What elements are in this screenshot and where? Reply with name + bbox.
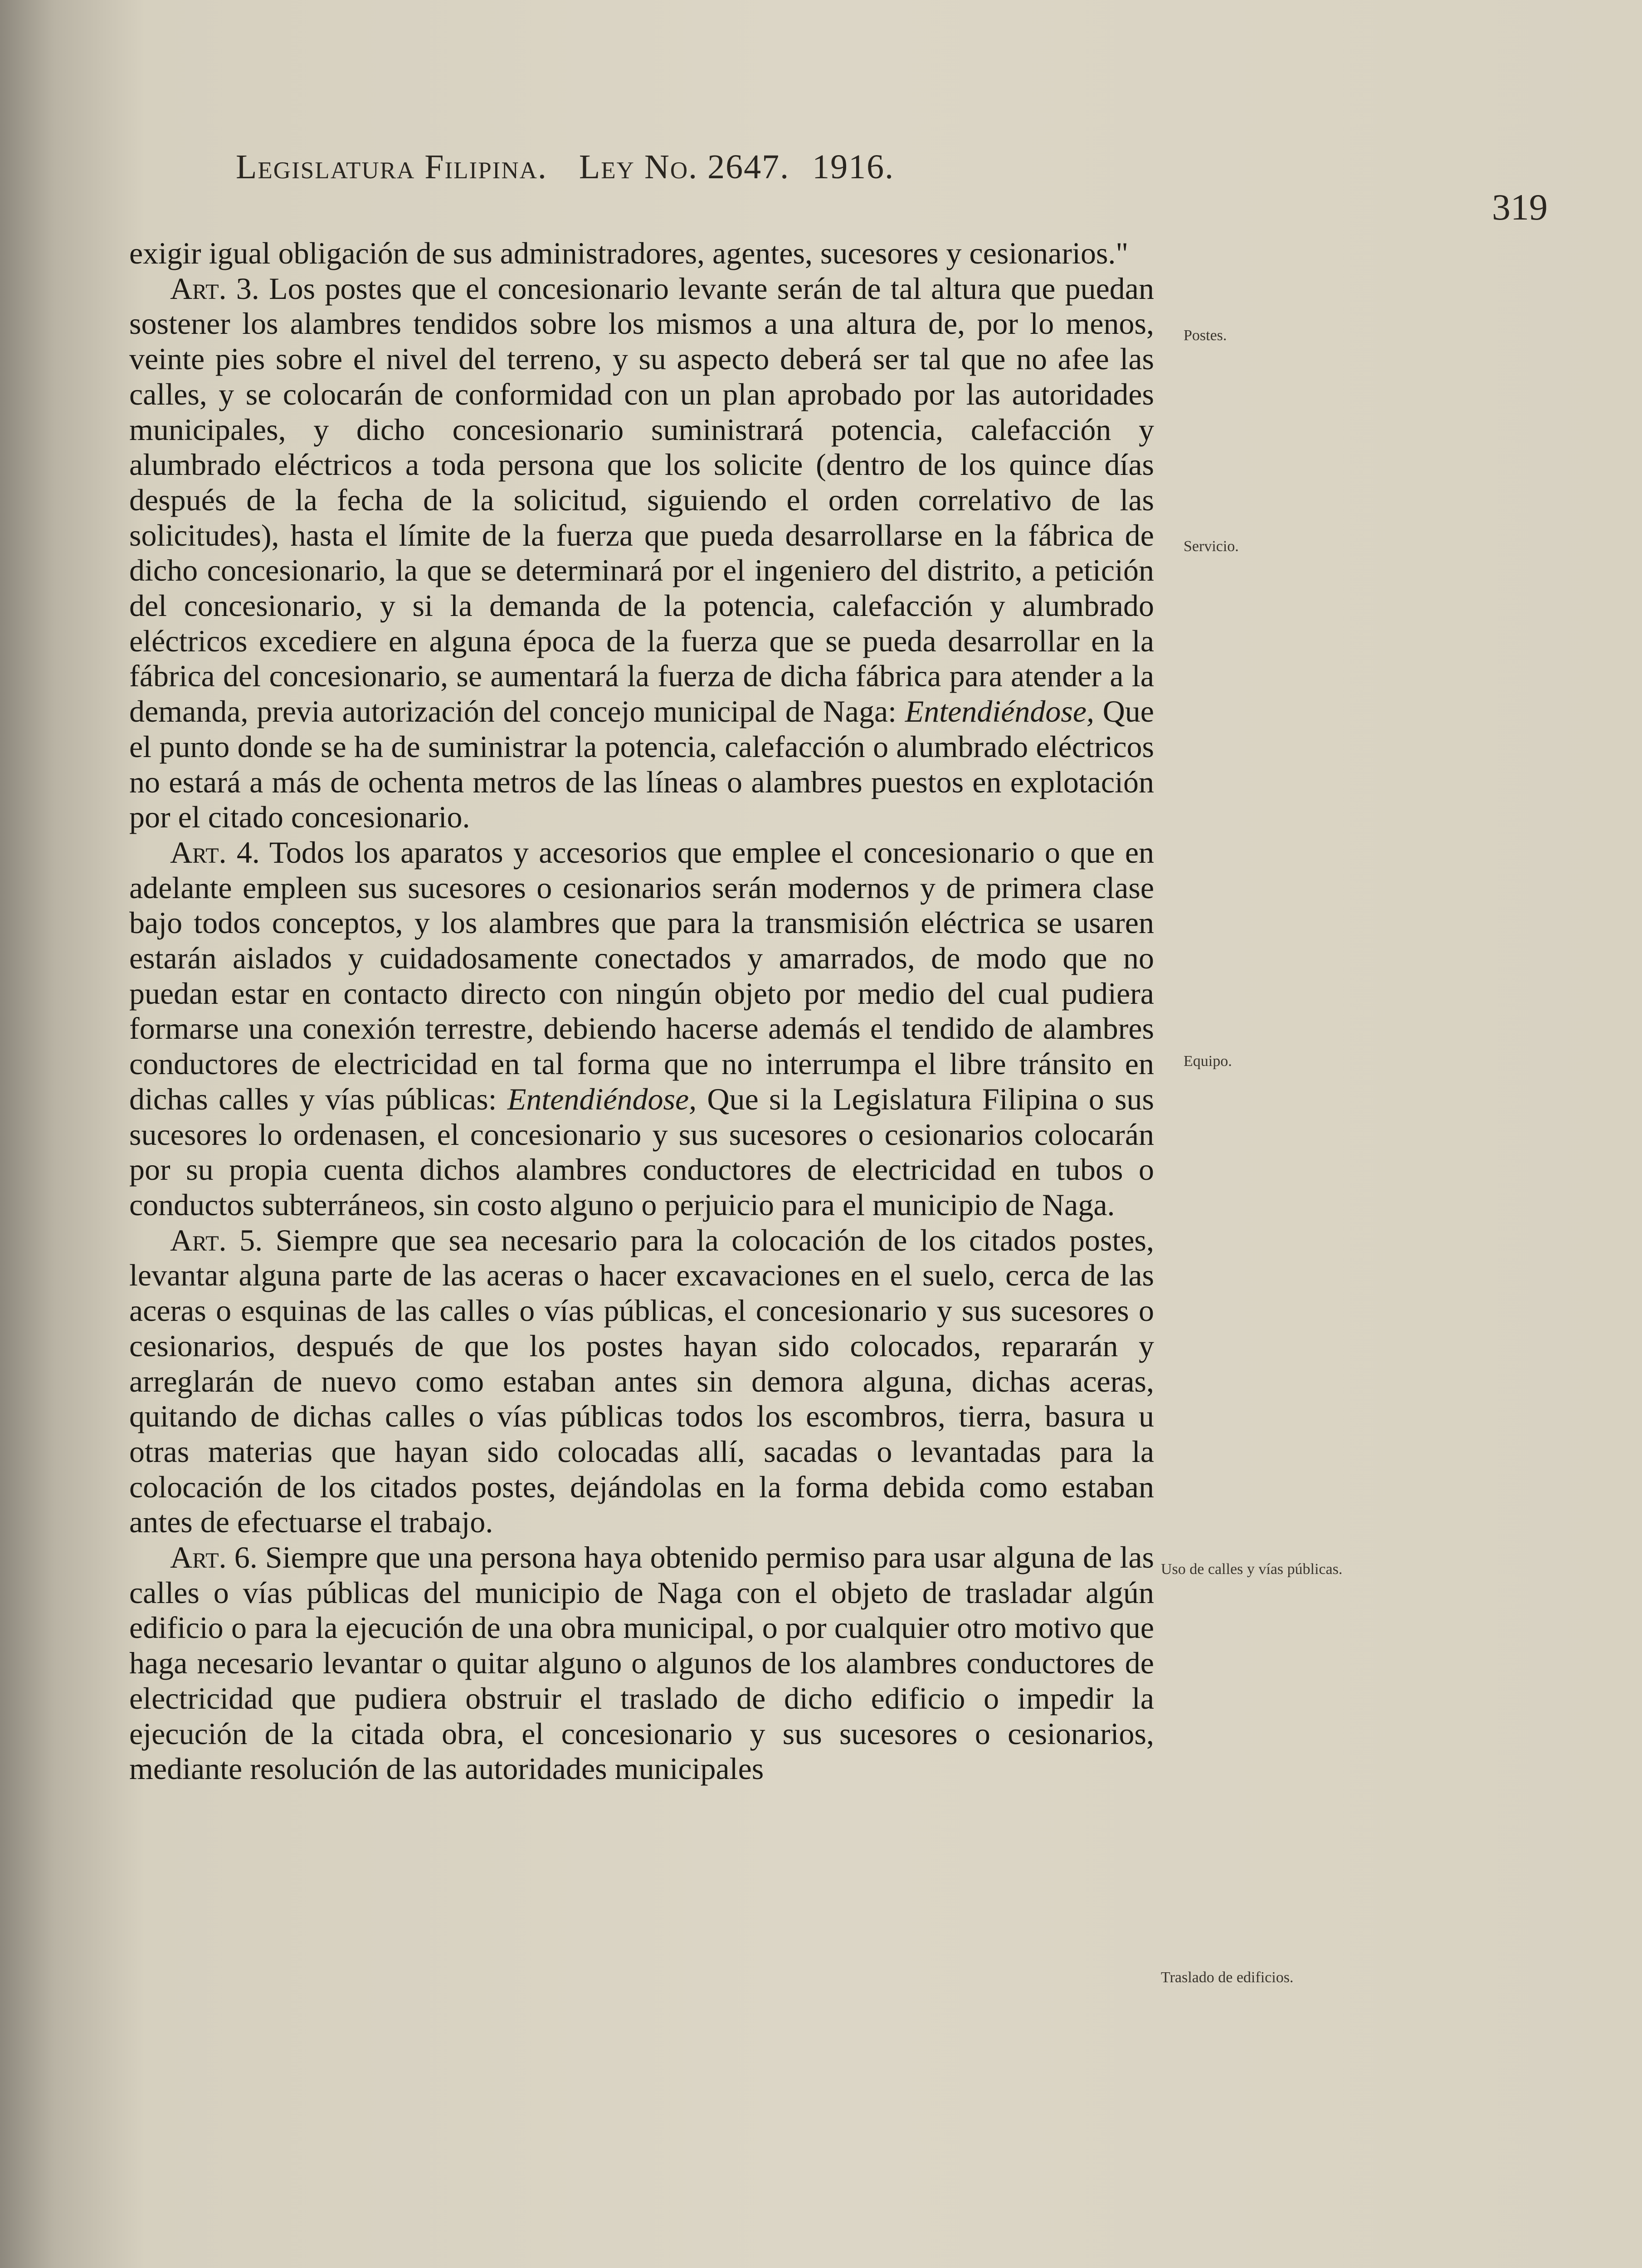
margin-note-servicio: Servicio. bbox=[1184, 538, 1239, 555]
article-label: Art. 3. bbox=[170, 271, 259, 306]
article-text: Todos los aparatos y accesorios que emplee el concesionario o que en adelante empleen sus sucesores o cesionarios serán modernos y de primera clase bajo todos conceptos, y los alambres que para la transmisión eléctrica se usaren estarán aislados y cuidadosamente conectados y amarrados, de modo que no puedan estar en contacto directo con ningún objeto por medio del cual pudiera formarse una conexión terrestre, debiendo hacerse además el tendido de alambres conductores de electricidad en tal forma que no interrumpa el libre tránsito en dichas calles y vías públicas: bbox=[129, 835, 1155, 1116]
law-year: 1916. bbox=[812, 148, 895, 186]
article-5 bbox=[129, 1223, 1154, 1540]
margin-note-traslado: Traslado de edificios. bbox=[1161, 1969, 1294, 1986]
paragraph-continuation: exigir igual obligación de sus administradores, agentes, sucesores y cesionarios." bbox=[129, 236, 1129, 270]
article-6 bbox=[129, 1540, 1154, 1787]
page-number: 319 bbox=[1492, 186, 1548, 228]
law-number: Ley No. 2647. bbox=[579, 148, 790, 186]
article-3 bbox=[129, 271, 1154, 835]
article-text: Siempre que sea necesario para la colocación de los citados postes, levantar alguna parte de las aceras o hacer excavaciones en el suelo, cerca de las aceras o esquinas de las calles o vías públicas, el concesionario y sus sucesores o cesionarios, después de que los postes hayan sido colocados, repararán y arreglarán de nuevo como estaban antes sin demora alguna, dichas aceras, quitando de dichas calles o vías públicas todos los escombros, tierra, basura u otras materias que hayan sido colocadas allí, sacadas o levantadas para la colocación de los citados postes, dejándolas en la forma debida como estaban antes de efectuarse el trabajo. bbox=[129, 1222, 1154, 1540]
article-label: Art. 4. bbox=[170, 835, 260, 870]
margin-note-uso-calles: Uso de calles y vías públicas. bbox=[1161, 1561, 1343, 1578]
margin-note-postes: Postes. bbox=[1184, 327, 1227, 344]
article-text: Siempre que una persona haya obtenido permiso para usar alguna de las calles o vías públicas del municipio de Naga con el objeto de trasladar algún edificio o para la ejecución de una obra municipal, o por cualquier otro motivo que haga necesario levantar o quitar alguno o algunos de los alambres conductores de electricidad que pudiera obstruir el traslado de dicho edificio o impedir la ejecución de la citada obra, el concesionario y sus sucesores o cesionarios, mediante resolución de las autoridades municipales bbox=[129, 1540, 1155, 1786]
article-label: Art. 6. bbox=[170, 1540, 258, 1575]
body-text bbox=[129, 236, 1154, 1787]
article-text: Que si la Legislatura Filipina o sus sucesores lo ordenasen, el concesionario y sus sucesores o cesionarios colocarán por su propia cuenta dichos alambres conductores de electricidad en tubos o conductos subterráneos, sin costo alguno o perjuicio para el municipio de Naga. bbox=[129, 1081, 1154, 1222]
italic-term: Entendiéndose, bbox=[507, 1081, 697, 1116]
margin-note-equipo: Equipo. bbox=[1184, 1053, 1232, 1070]
article-text: Que el punto donde se ha de suministrar la potencia, calefacción o alumbrado eléctricos no estará a más de ochenta metros de las líneas o alambres puestos en explotación por el citado concesionario. bbox=[129, 694, 1154, 835]
running-header bbox=[236, 147, 894, 187]
article-text: Los postes que el concesionario levante serán de tal altura que puedan sostener los alambres tendidos sobre los mismos a una altura de, por lo menos, veinte pies sobre el nivel del terreno, y su aspecto deberá ser tal que no afee las calles, y se colocarán de conformidad con un plan aprobado por las autoridades municipales, y dicho concesionario suministrará potencia, calefacción y alumbrado eléctricos a toda persona que los solicite (dentro de los quince días después de la fecha de la solicitud, siguiendo el orden correlativo de las solicitudes), hasta el límite de la fuerza que pueda desarrollarse en la fábrica de dicho concesionario, la que se determinará por el ingeniero del distrito, a petición del concesionario, y si la demanda de la potencia, calefacción y alumbrado eléctricos excediere en alguna época de la fuerza que se pueda desarrollar en la fábrica del concesionario, se aumentará la fuerza de dicha fábrica para atender a la demanda, previa autorización del concejo municipal de Naga: bbox=[129, 271, 1154, 729]
article-label: Art. 5. bbox=[170, 1222, 263, 1257]
running-title: Legislatura Filipina. bbox=[236, 148, 547, 186]
italic-term: Entendiéndose, bbox=[905, 694, 1095, 729]
article-4 bbox=[129, 835, 1154, 1223]
